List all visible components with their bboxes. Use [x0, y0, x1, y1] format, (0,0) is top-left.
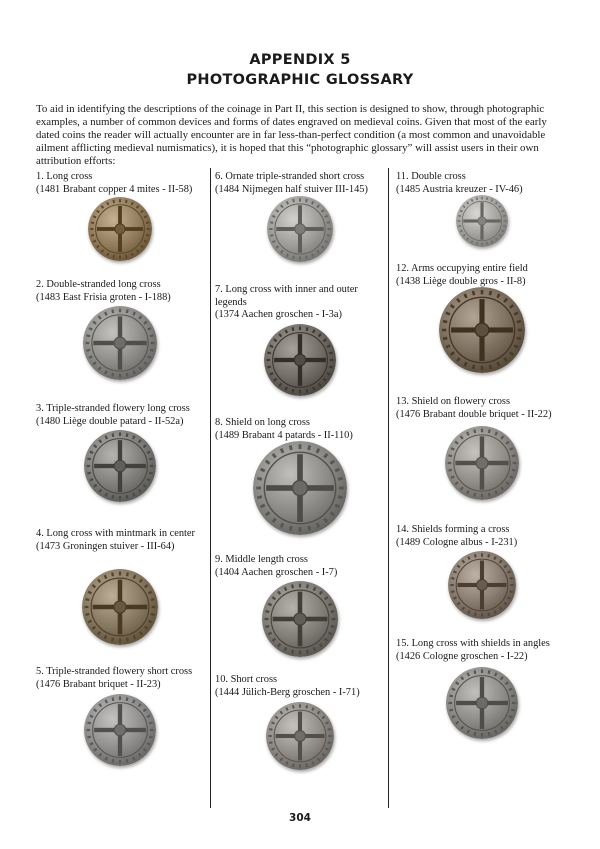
coin-photo-2 — [83, 306, 157, 380]
entry-reference: (1426 Cologne groschen - I-22) — [396, 650, 528, 662]
entry-title: 13. Shield on flowery cross — [396, 396, 510, 407]
glossary-entry-6 — [215, 171, 385, 196]
coin-photo-9 — [262, 581, 338, 657]
coin-photo-13 — [445, 426, 519, 500]
entry-title: 3. Triple-stranded flowery long cross — [36, 403, 190, 414]
coin-photo-14 — [448, 551, 516, 619]
intro-paragraph: To aid in identifying the descriptions of the coinage in Part II, this section is designed to show, through photographic examples, a number of common devices and forms of dates engraved on medieval coins. Given that most of the early dated coins the reader will actually encounter are in far less-than-perfect condition (a most common and unavoidable ailment afflicting medieval numismatics), it is hoped that this “photographic glossary” will assist users in their own attribution efforts: — [36, 103, 547, 167]
entry-reference: (1473 Groningen stuiver - III-64) — [36, 540, 175, 552]
entry-reference: (1476 Brabant briquet - II-23) — [36, 678, 161, 690]
entry-title: 5. Triple-stranded flowery short cross — [36, 666, 193, 677]
glossary-entry-2 — [36, 279, 206, 304]
entry-title: 1. Long cross — [36, 171, 93, 182]
coin-photo-4 — [82, 569, 158, 645]
entry-title: 8. Shield on long cross — [215, 417, 310, 428]
column-divider-left — [210, 168, 211, 808]
glossary-entry-12 — [396, 263, 571, 288]
entry-title: 14. Shields forming a cross — [396, 524, 510, 535]
glossary-entry-1 — [36, 171, 206, 196]
coin-photo-7 — [264, 324, 336, 396]
glossary-entry-11 — [396, 171, 571, 196]
coin-photo-11 — [456, 195, 508, 247]
entry-reference: (1476 Brabant double briquet - II-22) — [396, 408, 552, 420]
entry-reference: (1480 Liège double patard - II-52a) — [36, 415, 184, 427]
entry-title: 15. Long cross with shields in angles — [396, 638, 550, 649]
entry-title: 10. Short cross — [215, 674, 278, 685]
coin-photo-5 — [84, 694, 156, 766]
entry-reference: (1483 East Frisia groten - I-188) — [36, 291, 171, 303]
entry-reference: (1485 Austria kreuzer - IV-46) — [396, 183, 523, 195]
glossary-entry-15 — [396, 638, 571, 663]
entry-reference: (1484 Nijmegen half stuiver III-145) — [215, 183, 368, 195]
glossary-entry-4 — [36, 528, 206, 553]
glossary-entry-5 — [36, 666, 206, 691]
entry-title: 4. Long cross with mintmark in center — [36, 528, 196, 539]
glossary-entry-3 — [36, 403, 206, 428]
coin-photo-10 — [266, 702, 334, 770]
coin-photo-8 — [253, 441, 347, 535]
entry-reference: (1404 Aachen groschen - I-7) — [215, 566, 338, 578]
coin-photo-1 — [88, 197, 152, 261]
column-divider-right — [388, 168, 389, 808]
page-number: 304 — [289, 812, 311, 824]
glossary-entry-14 — [396, 524, 571, 549]
entry-reference: (1438 Liège double gros - II-8) — [396, 275, 526, 287]
coin-photo-15 — [446, 667, 518, 739]
entry-title: 12. Arms occupying entire field — [396, 263, 528, 274]
entry-reference: (1489 Brabant 4 patards - II-110) — [215, 429, 353, 441]
entry-reference: (1489 Cologne albus - I-231) — [396, 536, 518, 548]
entry-reference: (1444 Jülich-Berg groschen - I-71) — [215, 686, 360, 698]
glossary-heading: PHOTOGRAPHIC GLOSSARY — [186, 72, 414, 88]
entry-title: 6. Ornate triple-stranded short cross — [215, 171, 365, 182]
glossary-entry-13 — [396, 396, 571, 421]
coin-photo-3 — [84, 430, 156, 502]
glossary-entry-7 — [215, 284, 385, 322]
entry-title: 11. Double cross — [396, 171, 466, 182]
coin-photo-6 — [267, 196, 333, 262]
glossary-entry-9 — [215, 554, 385, 579]
entry-title: 2. Double-stranded long cross — [36, 279, 161, 290]
glossary-entry-8 — [215, 417, 385, 442]
coin-photo-12 — [439, 287, 525, 373]
appendix-heading: APPENDIX 5 — [249, 52, 351, 68]
glossary-entry-10 — [215, 674, 385, 699]
entry-title: 7. Long cross with inner and outer legends — [215, 284, 358, 308]
entry-title: 9. Middle length cross — [215, 554, 308, 565]
entry-reference: (1374 Aachen groschen - I-3a) — [215, 309, 342, 320]
entry-reference: (1481 Brabant copper 4 mites - II-58) — [36, 183, 193, 195]
